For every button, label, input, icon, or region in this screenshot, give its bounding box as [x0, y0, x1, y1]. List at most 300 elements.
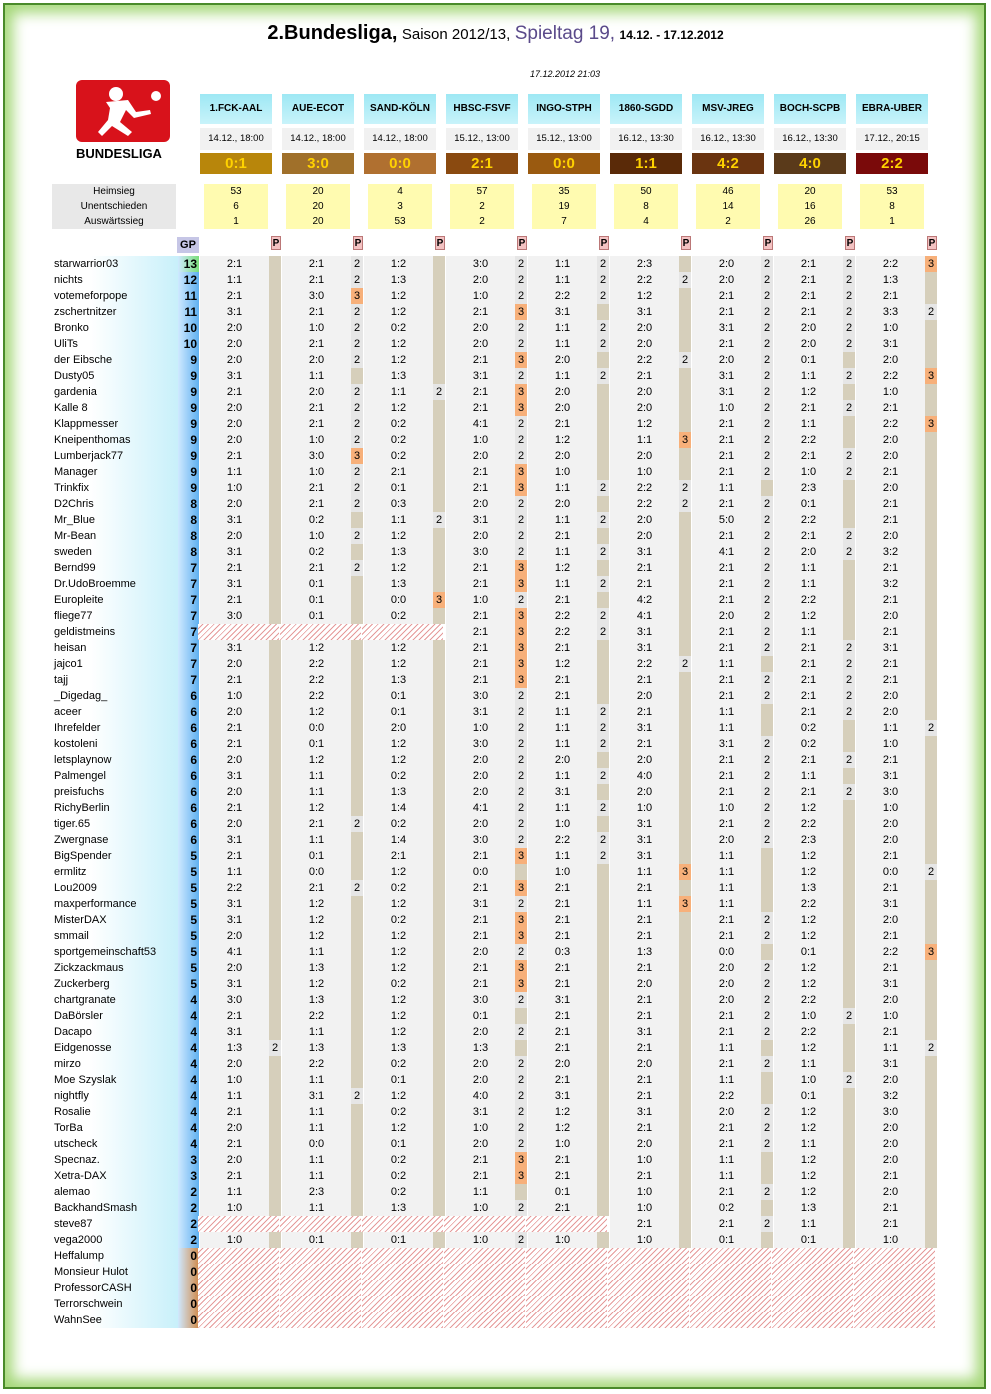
stat-home: 4 [368, 184, 432, 199]
tip-points [843, 480, 855, 496]
tip-cell: 0:1 [364, 480, 433, 496]
tip-points: 2 [761, 752, 773, 768]
tip-cell: 1:1 [528, 272, 597, 288]
tip-points [269, 384, 281, 400]
tip-cell: 0:2 [364, 912, 433, 928]
tip-cell: 3:1 [200, 896, 269, 912]
tip-points [925, 432, 937, 448]
match-date: 15.12., 13:00 [528, 128, 600, 150]
tip-cell: 1:0 [528, 864, 597, 880]
tip-points [925, 1232, 937, 1248]
tip-points [433, 736, 445, 752]
tip-cell: 0:2 [364, 416, 433, 432]
tip-cell: 2:1 [200, 800, 269, 816]
tip-missing [854, 1248, 935, 1264]
tip-cell: 2:1 [692, 464, 761, 480]
tip-points [433, 800, 445, 816]
tip-cell: 2:1 [200, 736, 269, 752]
tip-cell: 3:1 [856, 896, 925, 912]
tip-points [433, 1040, 445, 1056]
tip-missing [608, 1312, 689, 1328]
tip-cell: 5:0 [692, 512, 761, 528]
tip-points [269, 944, 281, 960]
tip-cell: 2:1 [282, 336, 351, 352]
player-gp: 6 [178, 816, 199, 832]
tip-points: 2 [761, 928, 773, 944]
tip-cell: 1:2 [364, 640, 433, 656]
tip-points [351, 992, 363, 1008]
tip-cell: 1:0 [446, 592, 515, 608]
tip-points [597, 976, 609, 992]
tip-cell: 2:0 [200, 496, 269, 512]
tip-cell: 0:1 [282, 576, 351, 592]
tip-cell: 3:1 [528, 1088, 597, 1104]
tip-cell: 3:1 [856, 336, 925, 352]
tip-points [679, 1088, 691, 1104]
tip-points [269, 912, 281, 928]
tip-cell: 0:1 [282, 848, 351, 864]
tip-cell: 2:0 [446, 1056, 515, 1072]
tip-cell: 2:1 [692, 624, 761, 640]
tip-cell: 1:3 [856, 272, 925, 288]
league-title: 2.Bundesliga, [267, 22, 398, 44]
tip-points [269, 928, 281, 944]
tip-cell: 2:1 [446, 576, 515, 592]
tip-cell: 3:0 [446, 832, 515, 848]
tip-cell: 2:1 [774, 528, 843, 544]
player-name: Moe Szyslak [52, 1072, 178, 1088]
tip-cell: 4:1 [610, 608, 679, 624]
tip-points [843, 864, 855, 880]
tip-missing [362, 1264, 443, 1280]
table-row [52, 1200, 938, 1216]
tip-cell: 1:0 [610, 1200, 679, 1216]
tip-cell: 2:1 [692, 576, 761, 592]
tip-points [925, 1056, 937, 1072]
tip-cell: 1:3 [446, 1040, 515, 1056]
tip-points [269, 352, 281, 368]
tip-missing [198, 1296, 279, 1312]
tip-cell: 1:1 [200, 1184, 269, 1200]
table-row [52, 1104, 938, 1120]
tip-cell: 1:1 [446, 1184, 515, 1200]
tip-points: 2 [515, 944, 527, 960]
tip-cell: 1:1 [200, 464, 269, 480]
tip-points: 2 [515, 592, 527, 608]
tip-points [269, 496, 281, 512]
player-gp: 6 [178, 784, 199, 800]
points-header: P [600, 238, 608, 249]
table-row [52, 1040, 938, 1056]
player-gp: 4 [178, 1088, 199, 1104]
tip-points [597, 1168, 609, 1184]
tip-cell: 2:1 [856, 496, 925, 512]
tip-cell: 1:1 [528, 704, 597, 720]
tip-cell: 3:1 [200, 640, 269, 656]
player-gp: 7 [178, 608, 199, 624]
tip-points [351, 768, 363, 784]
tip-points [843, 1056, 855, 1072]
tip-points [597, 592, 609, 608]
tip-points [679, 784, 691, 800]
tip-points [597, 1232, 609, 1248]
tip-missing [690, 1312, 771, 1328]
tip-points: 2 [843, 656, 855, 672]
table-row [52, 928, 938, 944]
tip-cell: 1:1 [528, 768, 597, 784]
tip-cell: 2:0 [856, 448, 925, 464]
player-name: MisterDAX [52, 912, 178, 928]
tip-cell: 2:1 [774, 784, 843, 800]
player-gp: 7 [178, 592, 199, 608]
player-name: nichts [52, 272, 178, 288]
match-date: 16.12., 13:30 [774, 128, 846, 150]
player-gp: 7 [178, 624, 199, 640]
tip-missing [362, 1312, 443, 1328]
tip-cell: 2:0 [692, 832, 761, 848]
tip-points [351, 784, 363, 800]
tip-cell: 2:1 [692, 912, 761, 928]
tip-cell: 1:2 [364, 1024, 433, 1040]
tip-points [925, 656, 937, 672]
tip-points [597, 688, 609, 704]
tip-cell: 4:0 [446, 1088, 515, 1104]
tip-cell: 2:0 [446, 944, 515, 960]
tip-points [679, 1216, 691, 1232]
player-gp: 9 [178, 480, 199, 496]
player-silhouette-icon [76, 80, 170, 142]
stat-draw: 8 [860, 199, 924, 214]
tip-points [433, 368, 445, 384]
player-name: Xetra-DAX [52, 1168, 178, 1184]
tip-cell: 2:1 [856, 512, 925, 528]
tip-cell: 2:2 [856, 368, 925, 384]
tip-cell: 0:1 [364, 1136, 433, 1152]
tip-points [679, 736, 691, 752]
tip-points: 2 [843, 368, 855, 384]
player-name: Bernd99 [52, 560, 178, 576]
player-gp: 0 [178, 1296, 199, 1312]
tip-cell: 1:4 [364, 800, 433, 816]
tip-cell: 2:0 [446, 272, 515, 288]
tip-points [269, 704, 281, 720]
tip-points [843, 352, 855, 368]
tip-cell: 1:1 [282, 368, 351, 384]
tip-cell: 2:0 [774, 336, 843, 352]
tip-cell: 1:1 [528, 256, 597, 272]
tip-cell: 2:1 [692, 1216, 761, 1232]
tip-cell: 2:0 [200, 400, 269, 416]
tip-points [269, 256, 281, 272]
tip-points: 2 [515, 752, 527, 768]
player-gp: 6 [178, 832, 199, 848]
tip-points: 2 [761, 1024, 773, 1040]
tip-cell: 0:1 [692, 1232, 761, 1248]
tip-points [761, 944, 773, 960]
tip-cell: 2:0 [856, 608, 925, 624]
tip-cell: 1:2 [774, 384, 843, 400]
player-name: BackhandSmash [52, 1200, 178, 1216]
tip-cell: 2:1 [446, 304, 515, 320]
player-name: ProfessorCASH [52, 1280, 178, 1296]
tip-points: 2 [515, 1024, 527, 1040]
tip-cell: 1:2 [282, 704, 351, 720]
tip-cell: 3:0 [446, 736, 515, 752]
tip-cell: 3:1 [610, 720, 679, 736]
tip-cell: 2:2 [610, 352, 679, 368]
tip-missing [526, 1264, 607, 1280]
tip-points [843, 976, 855, 992]
tip-cell: 2:1 [610, 1040, 679, 1056]
tip-cell: 1:1 [610, 896, 679, 912]
tip-cell: 1:0 [856, 320, 925, 336]
tip-cell: 1:1 [528, 368, 597, 384]
tip-cell: 1:0 [528, 464, 597, 480]
player-name: mirzo [52, 1056, 178, 1072]
tip-cell: 3:0 [856, 784, 925, 800]
tip-points [679, 1008, 691, 1024]
tip-points [597, 1136, 609, 1152]
tip-cell: 3:1 [200, 512, 269, 528]
tip-points [597, 640, 609, 656]
tip-points [925, 688, 937, 704]
tip-points [351, 592, 363, 608]
tip-points: 2 [515, 704, 527, 720]
player-name: Dacapo [52, 1024, 178, 1040]
tip-cell: 1:1 [528, 320, 597, 336]
tip-cell: 1:3 [364, 1040, 433, 1056]
tip-points [925, 768, 937, 784]
tip-missing [362, 1216, 443, 1232]
tip-points [925, 672, 937, 688]
tip-points [597, 944, 609, 960]
tip-cell: 2:1 [446, 624, 515, 640]
tip-points [433, 1104, 445, 1120]
table-row [52, 1216, 938, 1232]
player-gp: 5 [178, 928, 199, 944]
tip-points [269, 720, 281, 736]
table-row [52, 1264, 938, 1280]
tip-cell: 2:0 [200, 928, 269, 944]
player-gp: 7 [178, 560, 199, 576]
tip-cell: 2:1 [856, 288, 925, 304]
tip-cell: 2:0 [200, 336, 269, 352]
tip-cell: 2:1 [446, 640, 515, 656]
tip-cell: 1:2 [364, 1008, 433, 1024]
tip-cell: 2:0 [446, 816, 515, 832]
player-name: tiger.65 [52, 816, 178, 832]
tip-cell: 1:1 [856, 1040, 925, 1056]
tip-points [351, 576, 363, 592]
tip-cell: 3:1 [446, 896, 515, 912]
tip-cell: 2:1 [856, 960, 925, 976]
tip-cell: 1:0 [774, 464, 843, 480]
tip-cell: 1:1 [282, 1120, 351, 1136]
tip-points: 2 [843, 784, 855, 800]
player-name: Ihrefelder [52, 720, 178, 736]
tip-cell: 2:0 [610, 688, 679, 704]
tip-points [351, 736, 363, 752]
tip-points [351, 976, 363, 992]
tip-cell: 1:0 [610, 1184, 679, 1200]
tip-points: 2 [761, 288, 773, 304]
tip-cell: 2:1 [200, 720, 269, 736]
bundesliga-logo [76, 80, 170, 162]
player-gp: 4 [178, 1104, 199, 1120]
tip-points: 2 [761, 1136, 773, 1152]
table-row [52, 1088, 938, 1104]
tip-cell: 2:1 [282, 480, 351, 496]
tip-points [433, 352, 445, 368]
table-row [52, 768, 938, 784]
table-row [52, 416, 938, 432]
tip-cell: 3:1 [856, 976, 925, 992]
tip-points: 2 [761, 464, 773, 480]
tip-cell: 2:0 [856, 432, 925, 448]
tip-points [925, 608, 937, 624]
tip-cell: 2:1 [774, 672, 843, 688]
tip-points [433, 848, 445, 864]
tip-points: 2 [515, 368, 527, 384]
tip-points [269, 1152, 281, 1168]
tip-cell: 2:1 [446, 384, 515, 400]
tip-cell: 1:2 [774, 1152, 843, 1168]
tip-cell: 2:1 [610, 1216, 679, 1232]
tip-cell: 2:0 [446, 1072, 515, 1088]
tip-points [269, 336, 281, 352]
tip-points [843, 816, 855, 832]
tip-points [269, 288, 281, 304]
table-row [52, 1232, 938, 1248]
stat-away: 20 [286, 214, 350, 229]
tip-points [433, 544, 445, 560]
tip-cell: 0:1 [364, 688, 433, 704]
player-name: DaBörsler [52, 1008, 178, 1024]
player-name: Lou2009 [52, 880, 178, 896]
table-row [52, 800, 938, 816]
player-name: fliege77 [52, 608, 178, 624]
tip-cell: 2:1 [692, 1024, 761, 1040]
tip-points [679, 608, 691, 624]
tip-points [433, 256, 445, 272]
tip-points [761, 1152, 773, 1168]
tip-cell: 2:1 [446, 656, 515, 672]
tip-points: 3 [351, 448, 363, 464]
tip-points: 2 [597, 704, 609, 720]
tip-points [843, 432, 855, 448]
tip-points [597, 672, 609, 688]
tip-cell: 1:3 [364, 368, 433, 384]
tip-cell: 2:0 [856, 1152, 925, 1168]
tip-cell: 2:1 [774, 288, 843, 304]
tip-points [925, 880, 937, 896]
tip-points [351, 512, 363, 528]
stat-away: 2 [696, 214, 760, 229]
tip-cell: 3:0 [446, 544, 515, 560]
tip-points [269, 480, 281, 496]
tip-points [351, 672, 363, 688]
tip-points: 2 [761, 496, 773, 512]
tip-points: 3 [515, 384, 527, 400]
table-row [52, 688, 938, 704]
table-row [52, 304, 938, 320]
tip-cell: 1:2 [364, 256, 433, 272]
tip-points: 2 [843, 464, 855, 480]
tip-points [351, 832, 363, 848]
tip-cell: 1:3 [282, 1040, 351, 1056]
tip-points [925, 1152, 937, 1168]
tip-points [269, 320, 281, 336]
tip-cell: 2:0 [856, 528, 925, 544]
tip-points [761, 1072, 773, 1088]
tip-points [843, 928, 855, 944]
tip-cell: 3:2 [856, 1088, 925, 1104]
tip-cell: 1:2 [774, 800, 843, 816]
tip-points [925, 976, 937, 992]
tip-points: 2 [597, 272, 609, 288]
tip-cell: 2:1 [364, 464, 433, 480]
tip-points [269, 1200, 281, 1216]
tip-points [679, 816, 691, 832]
tip-cell: 0:2 [364, 608, 433, 624]
tip-cell: 1:2 [364, 944, 433, 960]
table-row [52, 544, 938, 560]
tip-cell: 2:0 [774, 544, 843, 560]
points-header: P [436, 238, 444, 249]
tip-points [351, 704, 363, 720]
table-row [52, 960, 938, 976]
tip-points [351, 640, 363, 656]
tip-cell: 1:2 [528, 656, 597, 672]
tip-points: 2 [515, 320, 527, 336]
tip-cell: 1:2 [610, 416, 679, 432]
player-gp: 5 [178, 960, 199, 976]
tip-points: 2 [925, 864, 937, 880]
tip-cell: 1:2 [364, 1088, 433, 1104]
tip-points: 2 [761, 816, 773, 832]
player-name: alemao [52, 1184, 178, 1200]
tip-points [597, 912, 609, 928]
tip-missing [280, 1264, 361, 1280]
stat-home: 57 [450, 184, 514, 199]
tip-points [597, 864, 609, 880]
tip-missing [526, 1312, 607, 1328]
tip-points [351, 800, 363, 816]
tip-cell: 1:2 [774, 976, 843, 992]
player-name: preisfuchs [52, 784, 178, 800]
tip-cell: 3:1 [200, 976, 269, 992]
tip-points: 2 [761, 512, 773, 528]
tip-points: 2 [597, 624, 609, 640]
tip-cell: 1:2 [364, 560, 433, 576]
tip-cell: 2:0 [528, 352, 597, 368]
tip-points: 2 [515, 528, 527, 544]
tip-points [925, 832, 937, 848]
tip-points: 2 [761, 336, 773, 352]
tip-cell: 2:1 [610, 560, 679, 576]
stat-home: 46 [696, 184, 760, 199]
tip-points: 2 [761, 1184, 773, 1200]
tip-points: 3 [679, 864, 691, 880]
tip-points: 2 [351, 304, 363, 320]
table-row [52, 592, 938, 608]
tip-cell: 2:0 [446, 752, 515, 768]
tip-cell: 0:2 [282, 512, 351, 528]
tip-points [843, 848, 855, 864]
tip-cell: 0:2 [774, 736, 843, 752]
tip-cell: 1:1 [774, 768, 843, 784]
player-gp: 9 [178, 384, 199, 400]
